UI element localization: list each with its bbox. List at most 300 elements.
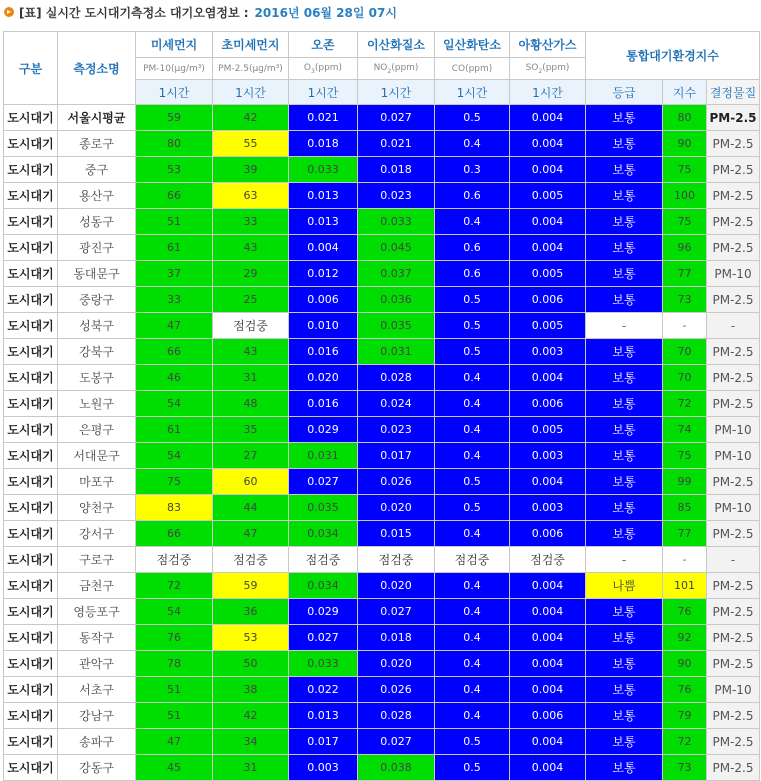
cell-pm10: 66 bbox=[136, 521, 213, 547]
cell-pm10: 54 bbox=[136, 443, 213, 469]
cell-pm25: 44 bbox=[213, 495, 289, 521]
cell-index: 76 bbox=[663, 599, 707, 625]
table-row bbox=[4, 443, 760, 469]
cell-pm25: 50 bbox=[213, 651, 289, 677]
period-co: 1시간 bbox=[435, 80, 510, 105]
cell-pm25: 63 bbox=[213, 183, 289, 209]
cell-index: 85 bbox=[663, 495, 707, 521]
table-row bbox=[4, 469, 760, 495]
cell-no2: 0.020 bbox=[358, 495, 435, 521]
cell-co: 0.4 bbox=[435, 625, 510, 651]
cell-index: 92 bbox=[663, 625, 707, 651]
cell-site: 도봉구 bbox=[58, 365, 136, 391]
cell-kind: 도시대기 bbox=[4, 209, 58, 235]
cell-pm10: 53 bbox=[136, 157, 213, 183]
cell-index: - bbox=[663, 313, 707, 339]
cell-o3: 0.018 bbox=[289, 131, 358, 157]
cell-co: 0.5 bbox=[435, 495, 510, 521]
cell-index: 72 bbox=[663, 729, 707, 755]
cell-index: 77 bbox=[663, 261, 707, 287]
header-co: 일산화탄소 bbox=[435, 32, 510, 58]
cell-no2: 0.035 bbox=[358, 313, 435, 339]
cell-so2: 0.006 bbox=[510, 521, 586, 547]
cell-decisive: - bbox=[707, 547, 760, 573]
cell-decisive: PM-2.5 bbox=[707, 235, 760, 261]
header-so2: 아황산가스 bbox=[510, 32, 586, 58]
cell-index: 80 bbox=[663, 105, 707, 131]
cell-index: 73 bbox=[663, 755, 707, 781]
cell-grade: 보통 bbox=[586, 599, 663, 625]
cell-grade: - bbox=[586, 313, 663, 339]
cell-grade: 보통 bbox=[586, 651, 663, 677]
cell-grade: 보통 bbox=[586, 391, 663, 417]
cell-pm25: 29 bbox=[213, 261, 289, 287]
period-no2: 1시간 bbox=[358, 80, 435, 105]
cell-index: 72 bbox=[663, 391, 707, 417]
cell-no2: 0.020 bbox=[358, 573, 435, 599]
cell-decisive: PM-2.5 bbox=[707, 339, 760, 365]
unit-o3: $O_3(ppm)$ bbox=[289, 58, 358, 80]
cell-so2: 0.003 bbox=[510, 339, 586, 365]
cell-index: 75 bbox=[663, 209, 707, 235]
cell-kind: 도시대기 bbox=[4, 521, 58, 547]
cell-co: 0.4 bbox=[435, 417, 510, 443]
cell-co: 0.5 bbox=[435, 469, 510, 495]
cell-o3: 0.020 bbox=[289, 365, 358, 391]
cell-grade: 보통 bbox=[586, 209, 663, 235]
cell-site: 송파구 bbox=[58, 729, 136, 755]
cell-grade: 보통 bbox=[586, 469, 663, 495]
cell-pm25: 27 bbox=[213, 443, 289, 469]
cell-index: 76 bbox=[663, 677, 707, 703]
cell-co: 0.5 bbox=[435, 339, 510, 365]
period-pm10: 1시간 bbox=[136, 80, 213, 105]
cell-index: 100 bbox=[663, 183, 707, 209]
cell-no2: 0.028 bbox=[358, 365, 435, 391]
cell-so2: 0.004 bbox=[510, 131, 586, 157]
cell-decisive: PM-2.5 bbox=[707, 131, 760, 157]
cell-no2: 0.024 bbox=[358, 391, 435, 417]
cell-co: 0.3 bbox=[435, 157, 510, 183]
cell-pm10: 61 bbox=[136, 417, 213, 443]
cell-co: 0.5 bbox=[435, 729, 510, 755]
cell-no2: 0.020 bbox=[358, 651, 435, 677]
cell-pm25: 42 bbox=[213, 105, 289, 131]
unit-co: CO(ppm) bbox=[435, 58, 510, 80]
cell-pm25: 33 bbox=[213, 209, 289, 235]
cell-grade: 보통 bbox=[586, 417, 663, 443]
cell-so2: 0.004 bbox=[510, 651, 586, 677]
cell-o3: 0.006 bbox=[289, 287, 358, 313]
cell-grade: 보통 bbox=[586, 729, 663, 755]
cell-kind: 도시대기 bbox=[4, 677, 58, 703]
cell-o3: 0.003 bbox=[289, 755, 358, 781]
header-kind: 구분 bbox=[4, 32, 58, 105]
cell-pm25: 38 bbox=[213, 677, 289, 703]
cell-pm25: 35 bbox=[213, 417, 289, 443]
cell-grade: 보통 bbox=[586, 365, 663, 391]
cell-kind: 도시대기 bbox=[4, 599, 58, 625]
header-cai: 통합대기환경지수 bbox=[586, 32, 760, 80]
cell-decisive: PM-10 bbox=[707, 443, 760, 469]
cell-o3: 0.027 bbox=[289, 625, 358, 651]
cell-pm10: 33 bbox=[136, 287, 213, 313]
cell-grade: 보통 bbox=[586, 183, 663, 209]
cell-co: 0.5 bbox=[435, 755, 510, 781]
header-index: 지수 bbox=[663, 80, 707, 105]
cell-grade: 보통 bbox=[586, 157, 663, 183]
cell-kind: 도시대기 bbox=[4, 703, 58, 729]
cell-so2: 0.004 bbox=[510, 625, 586, 651]
header-grade: 등급 bbox=[586, 80, 663, 105]
cell-no2: 0.023 bbox=[358, 417, 435, 443]
cell-no2: 0.031 bbox=[358, 339, 435, 365]
header-o3: 오존 bbox=[289, 32, 358, 58]
cell-co: 0.4 bbox=[435, 651, 510, 677]
cell-index: 75 bbox=[663, 157, 707, 183]
cell-index: 79 bbox=[663, 703, 707, 729]
cell-pm10: 46 bbox=[136, 365, 213, 391]
cell-pm10: 80 bbox=[136, 131, 213, 157]
cell-so2: 0.005 bbox=[510, 313, 586, 339]
cell-co: 0.4 bbox=[435, 131, 510, 157]
cell-co: 0.4 bbox=[435, 391, 510, 417]
cell-index: 90 bbox=[663, 131, 707, 157]
cell-so2: 0.003 bbox=[510, 495, 586, 521]
cell-o3: 0.029 bbox=[289, 417, 358, 443]
cell-o3: 0.034 bbox=[289, 521, 358, 547]
cell-o3: 0.031 bbox=[289, 443, 358, 469]
cell-o3: 점검중 bbox=[289, 547, 358, 573]
cell-co: 0.4 bbox=[435, 209, 510, 235]
cell-grade: 보통 bbox=[586, 443, 663, 469]
cell-kind: 도시대기 bbox=[4, 573, 58, 599]
cell-pm10: 75 bbox=[136, 469, 213, 495]
cell-grade: 보통 bbox=[586, 261, 663, 287]
cell-kind: 도시대기 bbox=[4, 365, 58, 391]
cell-kind: 도시대기 bbox=[4, 729, 58, 755]
cell-index: 70 bbox=[663, 365, 707, 391]
cell-co: 0.4 bbox=[435, 365, 510, 391]
cell-decisive: PM-2.5 bbox=[707, 755, 760, 781]
cell-so2: 0.004 bbox=[510, 573, 586, 599]
cell-index: 101 bbox=[663, 573, 707, 599]
cell-index: 74 bbox=[663, 417, 707, 443]
cell-site: 종로구 bbox=[58, 131, 136, 157]
table-row bbox=[4, 495, 760, 521]
cell-decisive: PM-2.5 bbox=[707, 651, 760, 677]
cell-no2: 0.018 bbox=[358, 625, 435, 651]
cell-pm10: 54 bbox=[136, 599, 213, 625]
cell-pm25: 점검중 bbox=[213, 313, 289, 339]
cell-decisive: PM-2.5 bbox=[707, 391, 760, 417]
cell-o3: 0.017 bbox=[289, 729, 358, 755]
cell-site: 서초구 bbox=[58, 677, 136, 703]
header-pm10: 미세먼지 bbox=[136, 32, 213, 58]
cell-pm10: 83 bbox=[136, 495, 213, 521]
cell-decisive: PM-2.5 bbox=[707, 729, 760, 755]
cell-decisive: PM-2.5 bbox=[707, 703, 760, 729]
cell-index: 90 bbox=[663, 651, 707, 677]
cell-site: 관악구 bbox=[58, 651, 136, 677]
cell-no2: 0.033 bbox=[358, 209, 435, 235]
table-row bbox=[4, 521, 760, 547]
cell-so2: 0.004 bbox=[510, 209, 586, 235]
cell-kind: 도시대기 bbox=[4, 495, 58, 521]
cell-co: 0.4 bbox=[435, 677, 510, 703]
table-row bbox=[4, 183, 760, 209]
unit-no2: $NO_2(ppm)$ bbox=[358, 58, 435, 80]
cell-no2: 0.045 bbox=[358, 235, 435, 261]
cell-decisive: PM-10 bbox=[707, 495, 760, 521]
cell-pm25: 47 bbox=[213, 521, 289, 547]
cell-no2: 0.027 bbox=[358, 729, 435, 755]
cell-co: 0.5 bbox=[435, 313, 510, 339]
cell-decisive: PM-10 bbox=[707, 417, 760, 443]
cell-site: 용산구 bbox=[58, 183, 136, 209]
cell-decisive: PM-2.5 bbox=[707, 365, 760, 391]
cell-grade: 보통 bbox=[586, 105, 663, 131]
cell-grade: 보통 bbox=[586, 677, 663, 703]
cell-o3: 0.004 bbox=[289, 235, 358, 261]
cell-pm10: 61 bbox=[136, 235, 213, 261]
table-row bbox=[4, 729, 760, 755]
cell-pm25: 25 bbox=[213, 287, 289, 313]
cell-no2: 0.021 bbox=[358, 131, 435, 157]
cell-pm10: 66 bbox=[136, 339, 213, 365]
cell-pm10: 66 bbox=[136, 183, 213, 209]
cell-index: 99 bbox=[663, 469, 707, 495]
period-so2: 1시간 bbox=[510, 80, 586, 105]
header-site: 측정소명 bbox=[58, 32, 136, 105]
cell-site: 마포구 bbox=[58, 469, 136, 495]
cell-no2: 0.038 bbox=[358, 755, 435, 781]
cell-co: 0.4 bbox=[435, 573, 510, 599]
table-row bbox=[4, 157, 760, 183]
cell-co: 0.4 bbox=[435, 703, 510, 729]
cell-no2: 0.017 bbox=[358, 443, 435, 469]
cell-so2: 0.006 bbox=[510, 287, 586, 313]
cell-decisive: PM-2.5 bbox=[707, 625, 760, 651]
cell-pm25: 31 bbox=[213, 755, 289, 781]
table-row bbox=[4, 339, 760, 365]
cell-kind: 도시대기 bbox=[4, 417, 58, 443]
table-row bbox=[4, 625, 760, 651]
table-row bbox=[4, 209, 760, 235]
cell-co: 0.5 bbox=[435, 287, 510, 313]
cell-pm10: 76 bbox=[136, 625, 213, 651]
cell-o3: 0.021 bbox=[289, 105, 358, 131]
cell-site: 동작구 bbox=[58, 625, 136, 651]
cell-kind: 도시대기 bbox=[4, 131, 58, 157]
cell-grade: 보통 bbox=[586, 521, 663, 547]
cell-no2: 점검중 bbox=[358, 547, 435, 573]
cell-kind: 도시대기 bbox=[4, 755, 58, 781]
cell-pm10: 59 bbox=[136, 105, 213, 131]
cell-grade: 보통 bbox=[586, 235, 663, 261]
air-quality-table bbox=[3, 31, 760, 781]
cell-pm10: 47 bbox=[136, 729, 213, 755]
cell-kind: 도시대기 bbox=[4, 469, 58, 495]
cell-site: 은평구 bbox=[58, 417, 136, 443]
cell-decisive: PM-2.5 bbox=[707, 573, 760, 599]
cell-so2: 0.004 bbox=[510, 105, 586, 131]
cell-decisive: PM-2.5 bbox=[707, 209, 760, 235]
cell-co: 0.6 bbox=[435, 183, 510, 209]
cell-site: 금천구 bbox=[58, 573, 136, 599]
cell-so2: 0.004 bbox=[510, 235, 586, 261]
cell-no2: 0.023 bbox=[358, 183, 435, 209]
cell-site: 서울시평균 bbox=[58, 105, 136, 131]
cell-no2: 0.015 bbox=[358, 521, 435, 547]
cell-decisive: PM-2.5 bbox=[707, 521, 760, 547]
cell-site: 구로구 bbox=[58, 547, 136, 573]
cell-kind: 도시대기 bbox=[4, 651, 58, 677]
cell-o3: 0.012 bbox=[289, 261, 358, 287]
cell-kind: 도시대기 bbox=[4, 183, 58, 209]
cell-o3: 0.016 bbox=[289, 391, 358, 417]
cell-decisive: PM-10 bbox=[707, 261, 760, 287]
period-o3: 1시간 bbox=[289, 80, 358, 105]
period-pm25: 1시간 bbox=[213, 80, 289, 105]
cell-no2: 0.028 bbox=[358, 703, 435, 729]
cell-so2: 점검중 bbox=[510, 547, 586, 573]
cell-so2: 0.004 bbox=[510, 365, 586, 391]
cell-o3: 0.013 bbox=[289, 209, 358, 235]
cell-co: 0.6 bbox=[435, 261, 510, 287]
cell-pm25: 43 bbox=[213, 235, 289, 261]
cell-grade: 보통 bbox=[586, 339, 663, 365]
cell-decisive: - bbox=[707, 313, 760, 339]
cell-pm25: 39 bbox=[213, 157, 289, 183]
cell-o3: 0.022 bbox=[289, 677, 358, 703]
cell-grade: - bbox=[586, 547, 663, 573]
cell-index: 75 bbox=[663, 443, 707, 469]
unit-so2: $SO_2(ppm)$ bbox=[510, 58, 586, 80]
table-row bbox=[4, 547, 760, 573]
header-no2: 이산화질소 bbox=[358, 32, 435, 58]
cell-o3: 0.033 bbox=[289, 157, 358, 183]
cell-site: 서대문구 bbox=[58, 443, 136, 469]
cell-kind: 도시대기 bbox=[4, 625, 58, 651]
table-row bbox=[4, 287, 760, 313]
cell-pm10: 78 bbox=[136, 651, 213, 677]
cell-o3: 0.035 bbox=[289, 495, 358, 521]
table-row bbox=[4, 599, 760, 625]
table-row bbox=[4, 573, 760, 599]
cell-pm10: 54 bbox=[136, 391, 213, 417]
cell-kind: 도시대기 bbox=[4, 157, 58, 183]
cell-pm25: 53 bbox=[213, 625, 289, 651]
page-header bbox=[0, 0, 761, 24]
cell-pm10: 47 bbox=[136, 313, 213, 339]
cell-co: 0.4 bbox=[435, 599, 510, 625]
table-row bbox=[4, 313, 760, 339]
cell-pm10: 점검중 bbox=[136, 547, 213, 573]
cell-index: 73 bbox=[663, 287, 707, 313]
table-row bbox=[4, 755, 760, 781]
cell-decisive: PM-2.5 bbox=[707, 157, 760, 183]
cell-pm25: 36 bbox=[213, 599, 289, 625]
table-row bbox=[4, 131, 760, 157]
cell-so2: 0.005 bbox=[510, 417, 586, 443]
header-decisive: 결정물질 bbox=[707, 80, 760, 105]
cell-pm25: 55 bbox=[213, 131, 289, 157]
unit-pm25: PM-2.5(μg/m³) bbox=[213, 58, 289, 80]
cell-index: 70 bbox=[663, 339, 707, 365]
cell-so2: 0.004 bbox=[510, 755, 586, 781]
cell-no2: 0.027 bbox=[358, 105, 435, 131]
cell-site: 성북구 bbox=[58, 313, 136, 339]
cell-site: 양천구 bbox=[58, 495, 136, 521]
cell-kind: 도시대기 bbox=[4, 313, 58, 339]
table-row bbox=[4, 677, 760, 703]
cell-index: 96 bbox=[663, 235, 707, 261]
cell-so2: 0.004 bbox=[510, 729, 586, 755]
cell-o3: 0.034 bbox=[289, 573, 358, 599]
cell-kind: 도시대기 bbox=[4, 105, 58, 131]
cell-so2: 0.005 bbox=[510, 261, 586, 287]
cell-so2: 0.003 bbox=[510, 443, 586, 469]
page-title: [표] 실시간 도시대기측정소 대기오염정보 : bbox=[19, 5, 249, 20]
cell-o3: 0.013 bbox=[289, 183, 358, 209]
cell-site: 강북구 bbox=[58, 339, 136, 365]
cell-kind: 도시대기 bbox=[4, 391, 58, 417]
cell-grade: 보통 bbox=[586, 131, 663, 157]
cell-pm10: 51 bbox=[136, 209, 213, 235]
cell-pm25: 48 bbox=[213, 391, 289, 417]
cell-index: - bbox=[663, 547, 707, 573]
cell-pm25: 59 bbox=[213, 573, 289, 599]
cell-site: 성동구 bbox=[58, 209, 136, 235]
cell-decisive: PM-2.5 bbox=[707, 469, 760, 495]
cell-pm25: 43 bbox=[213, 339, 289, 365]
cell-decisive: PM-2.5 bbox=[707, 105, 760, 131]
cell-no2: 0.036 bbox=[358, 287, 435, 313]
cell-grade: 보통 bbox=[586, 755, 663, 781]
cell-so2: 0.006 bbox=[510, 703, 586, 729]
cell-site: 강동구 bbox=[58, 755, 136, 781]
table-row bbox=[4, 235, 760, 261]
cell-o3: 0.010 bbox=[289, 313, 358, 339]
cell-kind: 도시대기 bbox=[4, 547, 58, 573]
cell-pm10: 72 bbox=[136, 573, 213, 599]
cell-grade: 보통 bbox=[586, 625, 663, 651]
cell-co: 0.4 bbox=[435, 521, 510, 547]
cell-pm10: 51 bbox=[136, 703, 213, 729]
table-row bbox=[4, 261, 760, 287]
cell-pm25: 34 bbox=[213, 729, 289, 755]
cell-o3: 0.013 bbox=[289, 703, 358, 729]
cell-o3: 0.027 bbox=[289, 469, 358, 495]
cell-pm25: 31 bbox=[213, 365, 289, 391]
cell-kind: 도시대기 bbox=[4, 287, 58, 313]
cell-pm10: 37 bbox=[136, 261, 213, 287]
cell-no2: 0.026 bbox=[358, 677, 435, 703]
table-row bbox=[4, 391, 760, 417]
cell-site: 동대문구 bbox=[58, 261, 136, 287]
cell-co: 0.5 bbox=[435, 105, 510, 131]
cell-o3: 0.033 bbox=[289, 651, 358, 677]
cell-decisive: PM-2.5 bbox=[707, 287, 760, 313]
cell-co: 0.4 bbox=[435, 443, 510, 469]
cell-site: 노원구 bbox=[58, 391, 136, 417]
cell-grade: 보통 bbox=[586, 287, 663, 313]
cell-site: 중구 bbox=[58, 157, 136, 183]
cell-kind: 도시대기 bbox=[4, 339, 58, 365]
cell-site: 광진구 bbox=[58, 235, 136, 261]
cell-decisive: PM-2.5 bbox=[707, 599, 760, 625]
